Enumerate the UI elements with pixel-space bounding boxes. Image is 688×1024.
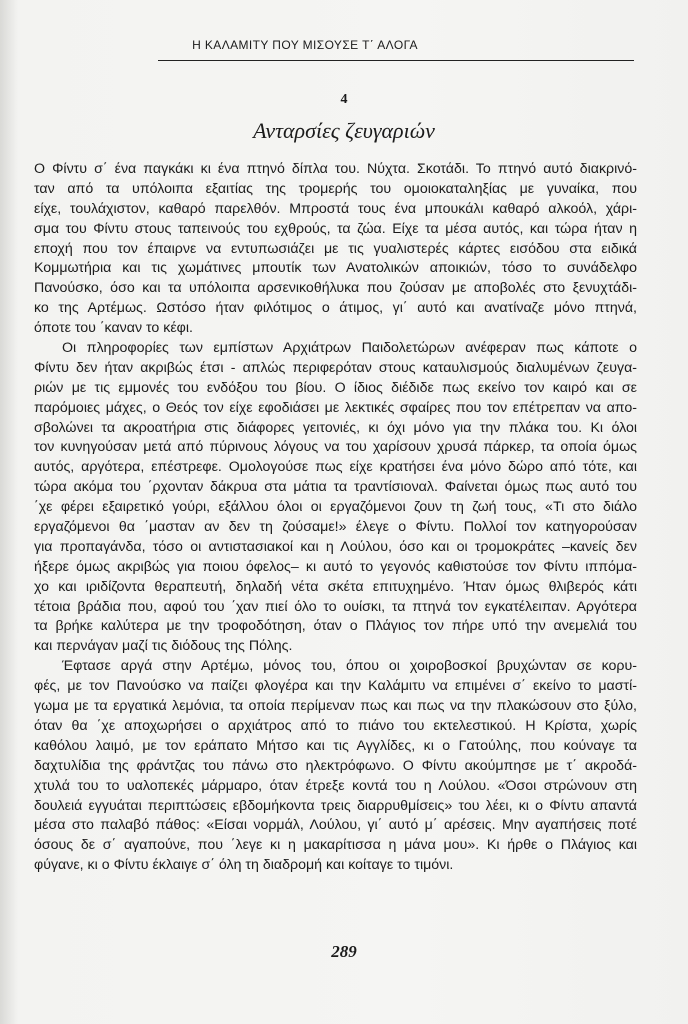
text-line: είχε, τουλάχιστον, καθαρό παρελθόν. Μπροστά τους ένα μπουκάλι καθαρό αλκοόλ, χάρι-: [34, 200, 637, 217]
text-line: σβολώνει τα ακροατήρια στις διάφορες γειτονιές, κι όχι μόνο για την πλάκα του. Κι όλοι: [34, 419, 637, 436]
text-line: μέσα στο παλαβό πάθος: «Είσαι νορμάλ, Λούλου, γι΄ αυτό μ΄ αρέσεις. Μην αγαπήσεις ποτέ: [34, 817, 637, 834]
text-line: καθόλου λαιμό, με τον εράπατο Μήτσο και τις Αγγλίδες, κι ο Γατούλης, που κούναγε τα: [34, 737, 637, 754]
body-text: [34, 160, 637, 876]
header-rule: [158, 60, 634, 61]
text-line: Πανούσκο, όσο και τα υπόλοιπα αρσενικοθήλυκα που ζούσαν με αποβολές στο ξενυχτάδι-: [34, 280, 637, 297]
text-line: γωμα με τα εργατικά λεμόνια, τα οποία περίμεναν πως και πως να την πλακώσουν στο ξύλο,: [34, 698, 637, 715]
text-line: όποτε του ΄καναν το κέφι.: [34, 320, 193, 337]
text-line: χο και ιριδίζοντα θεραπευτή, δηλαδή νέτα σκέτα επιτυχημένο. Ήταν όμως θλιβερός κάτι: [34, 578, 637, 595]
text-line: ριών με τις εμμονές του ενδόξου του βίου. Ο ίδιος διέδιδε πως εκείνο τον καιρό και σε: [34, 379, 637, 396]
page-number: 289: [331, 942, 357, 961]
text-line: Κομμωτήρια και τις χωμάτινες μπουτίκ των Ανατολικών αποικιών, τόσο το συνάδελφο: [34, 260, 637, 277]
text-line: δαχτυλίδια της φράντζας του πάνω στο ηλεκτρόφωνο. Ο Φίντυ ακούμπησε με τ΄ ακροδά-: [34, 757, 637, 774]
text-line: ΄χε φέρει εξαιρετικό γούρι, εξάλλου όλοι οι εργαζόμενοι ζουν τη ζωή τους, «Τι στο διάλο: [34, 499, 637, 516]
text-line: ήξερε όμως ακριβώς για ποιου όφελος– κι αυτό το γεγονός καθιστούσε τον Φίντυ ιππόμα-: [34, 558, 637, 575]
text-line: χτυλά του το υαλοπεκές μάρμαρο, όταν έτρεξε κοντά του η Λούλου. «Όσοι στρώνουν στη: [34, 777, 637, 794]
text-line: φύγανε, κι ο Φίντυ έκλαιγε σ΄ όλη τη διαδρομή και κοίταγε το τιμόνι.: [34, 857, 454, 874]
text-line: παρόμοιες μάχες, ο Θεός τον είχε εφοδιάσει με λεκτικές σφαίρες που τον επέτρεπαν να απο-: [34, 399, 637, 416]
text-line: τον κυνηγούσαν μετά από πύρινους λόγους να του χαρίσουν χρυσά πάρκερ, τα οποία όμως: [34, 439, 637, 456]
text-line: τέτοια βράδια που, αφού του ΄χαν πιεί όλο το ουίσκι, τα πτηνά τον εγκατέλειπαν. Αργότερα: [34, 598, 637, 615]
text-line: όταν θα ΄χε αποχωρήσει ο αρχιάτρος από το πιάνο του εκτελεστικού. Η Κρίστα, χωρίς: [34, 717, 637, 734]
text-line: για προπαγάνδα, τόσο οι αντιστασιακοί και η Λούλου, όσο και οι τρομοκράτες –κανείς δεν: [34, 538, 637, 555]
text-line: τα βρήκε καλύτερα με την τροφοδότηση, όταν ο Πλάγιος τον πήρε υπό την ανεμελιά του: [34, 618, 637, 635]
text-line: Οι πληροφορίες των εμπίστων Αρχιάτρων Παιδολετώρων ανέφεραν πως κάποτε ο: [62, 340, 637, 357]
text-line: όσους δε σ΄ αγαπούνε, που ΄λεγε κι η μακαρίτισσα η μάνα μου». Κι ήρθε ο Πλάγιος και: [34, 837, 637, 854]
chapter-number: 4: [340, 92, 348, 107]
text-line: εποχή που τον έπαιρνε να εντυπωσιάζει με τις γυαλιστερές κάρτες εισόδου στα ειδικά: [34, 240, 637, 257]
text-line: δουλειά εγγυάται περιπτώσεις εβδομήκοντα τρεις διαρρυθμίσεις» του λέει, κι ο Φίντυ απαντά: [34, 797, 637, 814]
text-line: σμα του Φίντυ στους ταπεινούς του εχθρούς, τα ζώα. Είχε τα μέσα αυτός, και τώρα ήταν η: [34, 220, 637, 237]
text-line: φές, με τον Πανούσκο να παίζει φλογέρα και την Καλάμιτυ να επιμένει σ΄ εκείνο το μαστί-: [34, 678, 637, 695]
text-line: εργαζόμενοι θα ΄μασταν αν δεν τη ζούσαμε!» έλεγε ο Φίντυ. Πολλοί τον κατηγορούσαν: [34, 519, 637, 536]
text-line: τώρα ακόμα του ΄ρχονταν δάκρυα στα μάτια τα τραντίσιοναλ. Φαίνεται όμως πως αυτό του: [34, 479, 637, 496]
text-line: Ο Φίντυ σ΄ ένα παγκάκι κι ένα πτηνό δίπλα του. Νύχτα. Σκοτάδι. Το πτηνό αυτό διακρινό-: [34, 161, 637, 177]
text-line: Φίντυ δεν ήταν ακριβώς έτσι - απλώς περιφερόταν στους καταυλισμούς διαλυμένων ζευγα-: [34, 359, 637, 376]
text-line: και περνάγαν μαζί τις διόδους της Πόλης.: [34, 638, 293, 655]
chapter-title: Ανταρσίες ζευγαριών: [253, 118, 435, 143]
text-line: αυτός, αργότερα, επέστρεφε. Ομολογούσε πως είχε κρατήσει ένα μόνο δώρο από τότε, και: [34, 459, 637, 476]
text-line: κο της Αρτέμως. Ωστόσο ήταν φιλότιμος ο άτιμος, γι΄ αυτό και ανατίναζε μόνο πτηνά,: [34, 300, 637, 317]
text-line: ταν από τα υπόλοιπα εξαιτίας της τρομερής του ομοιοκαταληξίας με γυναίκα, που: [34, 180, 637, 197]
text-line: Έφτασε αργά στην Αρτέμω, μόνος του, όπου οι χοιροβοσκοί βρυχώνταν σε κορυ-: [62, 658, 637, 675]
running-head: Η ΚΑΛΑΜΙΤΥ ΠΟΥ ΜΙΣΟΥΣΕ Τ΄ ΑΛΟΓΑ: [192, 38, 418, 52]
